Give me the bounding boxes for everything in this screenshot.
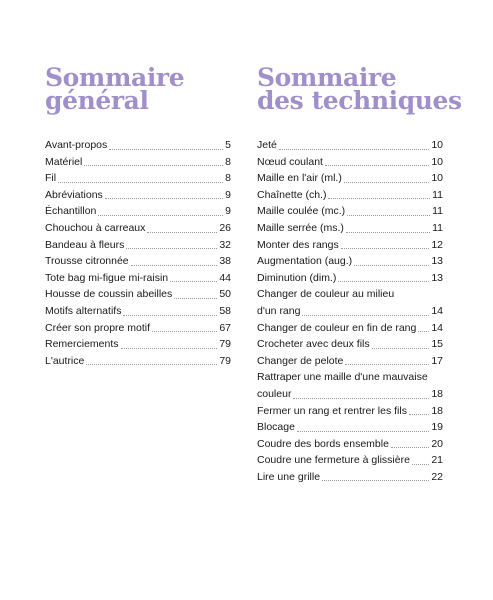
toc-page-number: 11 — [432, 205, 443, 218]
toc-entry — [45, 237, 231, 254]
toc-page-number: 18 — [431, 387, 443, 400]
dot-leader — [105, 198, 223, 199]
dot-leader — [126, 248, 217, 249]
dot-leader — [418, 331, 429, 332]
toc-page-number: 13 — [431, 271, 443, 284]
techniques-contents-list — [257, 137, 443, 485]
toc-entry-title: Avant-propos — [45, 139, 108, 151]
dot-leader — [131, 265, 218, 266]
heading-line: Sommaire — [45, 63, 185, 92]
toc-entry — [45, 286, 231, 303]
toc-entry — [45, 320, 231, 337]
dot-leader — [345, 364, 429, 365]
toc-entry-title: Maille coulée (mc.) — [257, 205, 346, 218]
toc-entry-title: d'un rang — [257, 304, 301, 317]
toc-entry — [257, 154, 443, 171]
toc-entry — [45, 187, 231, 204]
toc-entry — [257, 320, 443, 337]
techniques-contents-column — [257, 63, 462, 485]
toc-entry-title: Changer de couleur au milieu — [257, 288, 395, 301]
toc-entry — [257, 336, 443, 353]
toc-entry — [45, 336, 231, 353]
toc-entry-title: Lire une grille — [257, 470, 321, 483]
toc-entry-title: Fermer un rang et rentrer les fils — [257, 404, 407, 417]
toc-page-number: 14 — [431, 304, 443, 317]
toc-entry — [257, 237, 443, 254]
toc-entry-title: Changer de pelote — [257, 354, 344, 367]
general-contents-column — [45, 63, 231, 369]
dot-leader — [123, 315, 217, 316]
heading-line: des techniques — [257, 86, 462, 115]
toc-page-number: 10 — [431, 139, 443, 151]
dot-leader — [354, 265, 429, 266]
toc-entry-title: Changer de couleur en fin de rang — [257, 321, 417, 334]
dot-leader — [58, 182, 223, 183]
toc-entry-title: Bandeau à fleurs — [45, 238, 125, 251]
dot-leader — [302, 315, 429, 316]
toc-entry — [257, 436, 443, 453]
toc-page-number: 38 — [219, 255, 231, 268]
toc-page-number: 50 — [219, 288, 231, 301]
toc-entry-title: Tote bag mi-figue mi-raisin — [45, 271, 169, 284]
toc-page-number: 19 — [431, 421, 443, 434]
toc-entry-title: Crocheter avec deux fils — [257, 338, 370, 351]
dot-leader — [344, 182, 429, 183]
toc-entry-title: Créer son propre motif — [45, 321, 151, 334]
toc-page-number: 8 — [225, 155, 231, 168]
toc-entry-title: Maille en l'air (ml.) — [257, 172, 342, 185]
toc-page-number: 26 — [219, 221, 231, 234]
toc-page-number: 5 — [225, 139, 231, 151]
toc-entry-title: Chouchou à carreaux — [45, 221, 146, 234]
toc-entry — [257, 286, 443, 319]
dot-leader — [109, 149, 223, 150]
toc-page-number: 44 — [219, 271, 231, 284]
heading-line: général — [45, 86, 149, 115]
dot-leader — [293, 398, 429, 399]
toc-entry — [45, 220, 231, 237]
dot-leader — [412, 464, 429, 465]
toc-page-number: 17 — [431, 354, 443, 367]
toc-entry — [45, 203, 231, 220]
general-contents-list — [45, 137, 231, 369]
toc-entry-title: Remerciements — [45, 338, 119, 351]
dot-leader — [347, 215, 430, 216]
toc-entry-title: Trousse citronnée — [45, 255, 129, 268]
dot-leader — [98, 215, 223, 216]
toc-entry — [45, 170, 231, 187]
toc-entry — [257, 253, 443, 270]
toc-entry-title: Housse de coussin abeilles — [45, 288, 173, 301]
toc-page-number: 22 — [431, 470, 443, 483]
toc-page-number: 67 — [219, 321, 231, 334]
dot-leader — [338, 281, 429, 282]
dot-leader — [391, 447, 429, 448]
heading-line: Sommaire — [257, 63, 397, 92]
toc-entry — [257, 137, 443, 154]
toc-entry — [257, 469, 443, 486]
toc-page-number: 79 — [219, 354, 231, 367]
toc-page-number: 15 — [431, 338, 443, 351]
toc-entry-title: Chaînette (ch.) — [257, 188, 327, 201]
toc-page-number: 58 — [219, 304, 231, 317]
toc-entry — [257, 187, 443, 204]
dot-leader — [174, 298, 217, 299]
toc-entry-title: Rattraper une maille d'une mauvaise — [257, 371, 428, 384]
dot-leader — [341, 248, 430, 249]
toc-entry-title: Fil — [45, 172, 57, 185]
toc-entry — [45, 303, 231, 320]
toc-entry-title: Nœud coulant — [257, 155, 323, 168]
toc-entry-title: Maille serrée (ms.) — [257, 221, 344, 234]
dot-leader — [346, 232, 430, 233]
toc-page-number: 10 — [431, 172, 443, 185]
toc-page-number: 21 — [431, 454, 443, 467]
toc-entry-title: Augmentation (aug.) — [257, 255, 353, 268]
toc-entry-row — [257, 303, 443, 320]
toc-entry-title: Blocage — [257, 421, 295, 434]
toc-entry — [257, 403, 443, 420]
toc-entry-row — [257, 386, 443, 403]
toc-entry-title: Motifs alternatifs — [45, 304, 122, 317]
toc-entry — [45, 353, 231, 370]
toc-entry-title: Abréviations — [45, 188, 103, 201]
dot-leader — [170, 281, 217, 282]
toc-page-number: 13 — [431, 255, 443, 268]
toc-page-number: 32 — [219, 238, 231, 251]
toc-entry-title: Matériel — [45, 155, 83, 168]
toc-entry-title: couleur — [257, 387, 292, 400]
dot-leader — [152, 331, 217, 332]
dot-leader — [325, 165, 429, 166]
toc-entry — [257, 452, 443, 469]
toc-entry — [257, 170, 443, 187]
dot-leader — [372, 348, 430, 349]
toc-page-number: 11 — [432, 188, 443, 201]
toc-entry — [45, 137, 231, 154]
toc-entry-title: Coudre des bords ensemble — [257, 437, 389, 450]
dot-leader — [322, 480, 429, 481]
toc-entry — [45, 154, 231, 171]
toc-page-number: 8 — [225, 172, 231, 185]
toc-page-number: 11 — [432, 221, 443, 234]
toc-page-number: 10 — [431, 155, 443, 168]
general-contents-heading — [45, 63, 231, 115]
toc-entry — [257, 353, 443, 370]
toc-entry — [257, 419, 443, 436]
dot-leader — [86, 364, 217, 365]
dot-leader — [328, 198, 430, 199]
toc-entry — [45, 253, 231, 270]
dot-leader — [84, 165, 223, 166]
toc-page-number: 14 — [431, 321, 443, 334]
toc-entry — [257, 369, 443, 402]
toc-entry — [257, 270, 443, 287]
toc-entry-title: L'autrice — [45, 354, 85, 367]
toc-entry-title: Échantillon — [45, 205, 97, 218]
toc-entry — [257, 203, 443, 220]
dot-leader — [121, 348, 218, 349]
toc-page-number: 20 — [431, 437, 443, 450]
toc-entry-title: Coudre une fermeture à glissière — [257, 454, 410, 467]
toc-entry-title: Monter des rangs — [257, 238, 339, 251]
toc-entry-title: Diminution (dim.) — [257, 271, 337, 284]
toc-page-number: 79 — [219, 338, 231, 351]
toc-page-number: 9 — [225, 205, 231, 218]
toc-page-number: 12 — [431, 238, 443, 251]
toc-entry — [45, 270, 231, 287]
dot-leader — [279, 149, 429, 150]
dot-leader — [409, 414, 429, 415]
toc-entry — [257, 220, 443, 237]
toc-entry-title: Jeté — [257, 139, 277, 151]
dot-leader — [297, 431, 429, 432]
toc-page-number: 18 — [431, 404, 443, 417]
techniques-contents-heading — [257, 63, 462, 115]
dot-leader — [147, 232, 217, 233]
toc-page-number: 9 — [225, 188, 231, 201]
